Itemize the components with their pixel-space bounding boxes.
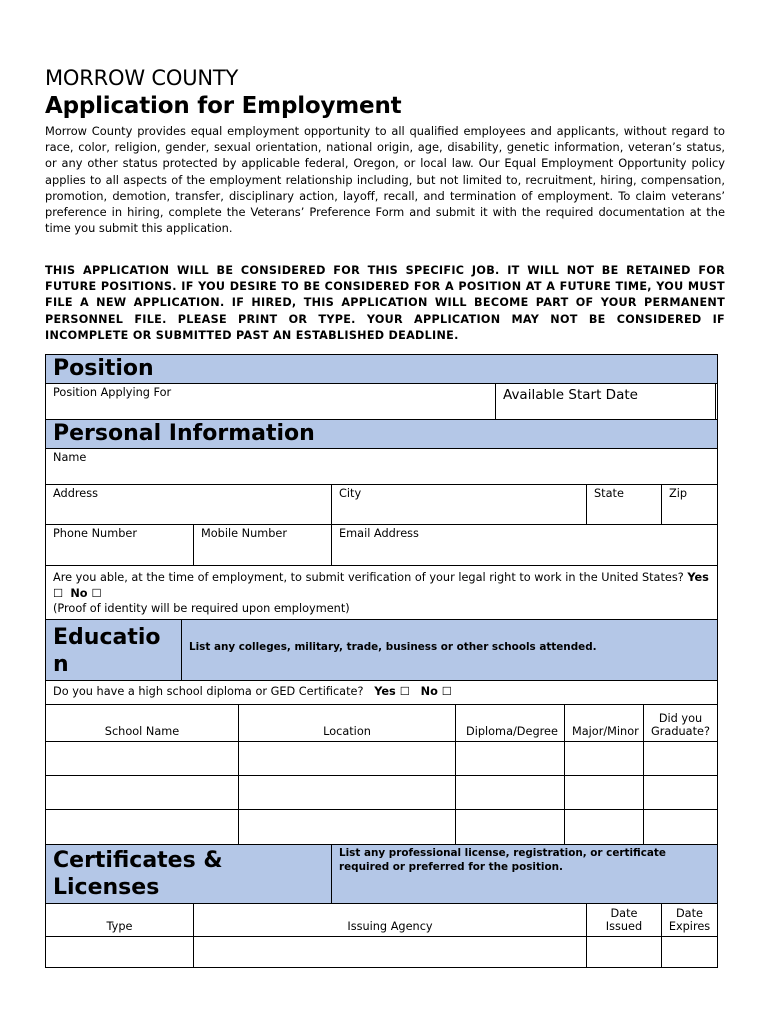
proof-note: (Proof of identity will be required upon employment) — [53, 602, 350, 615]
address-label: Address — [53, 487, 98, 500]
email-label: Email Address — [339, 527, 419, 540]
zip-field[interactable] — [662, 485, 718, 525]
education-instruction: List any colleges, military, trade, business or other schools attended. — [189, 640, 597, 653]
certificates-title: Certificates & Licenses — [53, 847, 223, 900]
col-issuing-agency: Issuing Agency — [194, 903, 587, 936]
school-cell[interactable] — [46, 809, 239, 844]
education-title: Educatio — [53, 624, 161, 650]
expires-cell[interactable] — [662, 936, 718, 967]
city-label: City — [339, 487, 362, 500]
name-field[interactable] — [46, 449, 718, 485]
work-no-checkbox[interactable]: No ☐ — [70, 586, 102, 600]
email-field[interactable] — [332, 525, 718, 566]
eeo-statement: Morrow County provides equal employment opportunity to all qualified employees and applicants, without regard to race, color, religion, gender, sexual orientation, national origin, age, disability, genetic information, veteran’s status, or any other status protected by applicable federal, Oregon, or local law. Our Equal Employment Opportunity policy applies to all aspects of the employment relationship including, but not limited to, recruitment, hiring, compensation, promotion, demotion, transfer, disciplinary action, layoff, recall, and termination of employment. To claim veterans’ preference in hiring, complete the Veterans’ Preference Form and submit it with the required documentation at the time you submit this application. — [45, 124, 725, 236]
col-school-name: School Name — [46, 704, 239, 741]
issued-cell[interactable] — [587, 936, 662, 967]
mobile-field[interactable] — [194, 525, 332, 566]
position-applying-field[interactable] — [46, 384, 496, 420]
major-cell[interactable] — [565, 741, 644, 775]
col-type: Type — [46, 903, 194, 936]
certificates-section-header — [46, 844, 332, 903]
phone-field[interactable] — [46, 525, 194, 566]
col-graduate: Did you Graduate? — [644, 704, 718, 741]
table-row — [46, 809, 718, 844]
mobile-label: Mobile Number — [201, 527, 288, 540]
type-cell[interactable] — [46, 936, 194, 967]
major-cell[interactable] — [565, 809, 644, 844]
start-date-label: Available Start Date — [503, 387, 638, 403]
start-date-field[interactable] — [496, 384, 716, 420]
col-major: Major/Minor — [565, 704, 644, 741]
position-row-spacer — [716, 384, 718, 420]
graduate-cell[interactable] — [644, 775, 718, 809]
education-section-header — [46, 619, 182, 680]
position-applying-label: Position Applying For — [53, 386, 172, 399]
position-section-header — [46, 355, 718, 384]
personal-title: Personal Information — [53, 421, 315, 446]
application-notice: THIS APPLICATION WILL BE CONSIDERED FOR THIS SPECIFIC JOB. IT WILL NOT BE RETAINED FOR FUTURE POSITIONS. IF YOU DESIRE TO BE CONSIDERED FOR A POSITION AT A FUTURE TIME, YOU MUST FILE A NEW APPLICATION. IF HIRED, THIS APPLICATION WILL BECOME PART OF YOUR PERMANENT PERSONNEL FILE. PLEASE PRINT OR TYPE. YOUR APPLICATION MAY NOT BE CONSIDERED IF INCOMPLETE OR SUBMITTED PAST AN ESTABLISHED DEADLINE. — [45, 264, 725, 342]
diploma-cell[interactable] — [456, 741, 565, 775]
table-row — [46, 775, 718, 809]
location-cell[interactable] — [239, 741, 456, 775]
city-field[interactable] — [332, 485, 587, 525]
certificates-instruction-cell — [332, 844, 718, 903]
diploma-question: Do you have a high school diploma or GED Certificate? — [53, 684, 364, 698]
certificates-instruction: List any professional license, registration, or certificate required or preferred for the position. — [339, 846, 666, 873]
address-field[interactable] — [46, 485, 332, 525]
phone-label: Phone Number — [53, 527, 137, 540]
location-cell[interactable] — [239, 809, 456, 844]
education-instruction-cell — [182, 619, 718, 680]
major-cell[interactable] — [565, 775, 644, 809]
col-diploma: Diploma/Degree — [456, 704, 565, 741]
location-cell[interactable] — [239, 775, 456, 809]
diploma-yes-checkbox[interactable]: Yes ☐ — [374, 684, 410, 698]
diploma-question-row — [46, 680, 718, 704]
table-row — [46, 936, 718, 967]
education-title-cont: n — [53, 651, 69, 677]
graduate-cell[interactable] — [644, 741, 718, 775]
col-date-issued: Date Issued — [587, 903, 662, 936]
table-row — [46, 741, 718, 775]
state-field[interactable] — [587, 485, 662, 525]
zip-label: Zip — [669, 487, 688, 500]
org-name: MORROW COUNTY — [45, 66, 239, 90]
col-location: Location — [239, 704, 456, 741]
school-cell[interactable] — [46, 775, 239, 809]
graduate-cell[interactable] — [644, 809, 718, 844]
diploma-no-checkbox[interactable]: No ☐ — [420, 684, 452, 698]
col-date-expires: Date Expires — [662, 903, 718, 936]
agency-cell[interactable] — [194, 936, 587, 967]
state-label: State — [594, 487, 624, 500]
personal-section-header — [46, 420, 718, 449]
position-title: Position — [53, 356, 154, 381]
work-eligibility-question: Are you able, at the time of employment, to submit verification of your legal right to work in the United States? — [53, 571, 684, 584]
application-form — [45, 354, 718, 968]
name-label: Name — [53, 451, 87, 464]
diploma-cell[interactable] — [456, 809, 565, 844]
diploma-cell[interactable] — [456, 775, 565, 809]
school-cell[interactable] — [46, 741, 239, 775]
page-title: Application for Employment — [45, 93, 402, 119]
work-yes-checkbox[interactable]: Yes ☐ — [53, 571, 709, 600]
work-eligibility-field — [46, 566, 718, 620]
